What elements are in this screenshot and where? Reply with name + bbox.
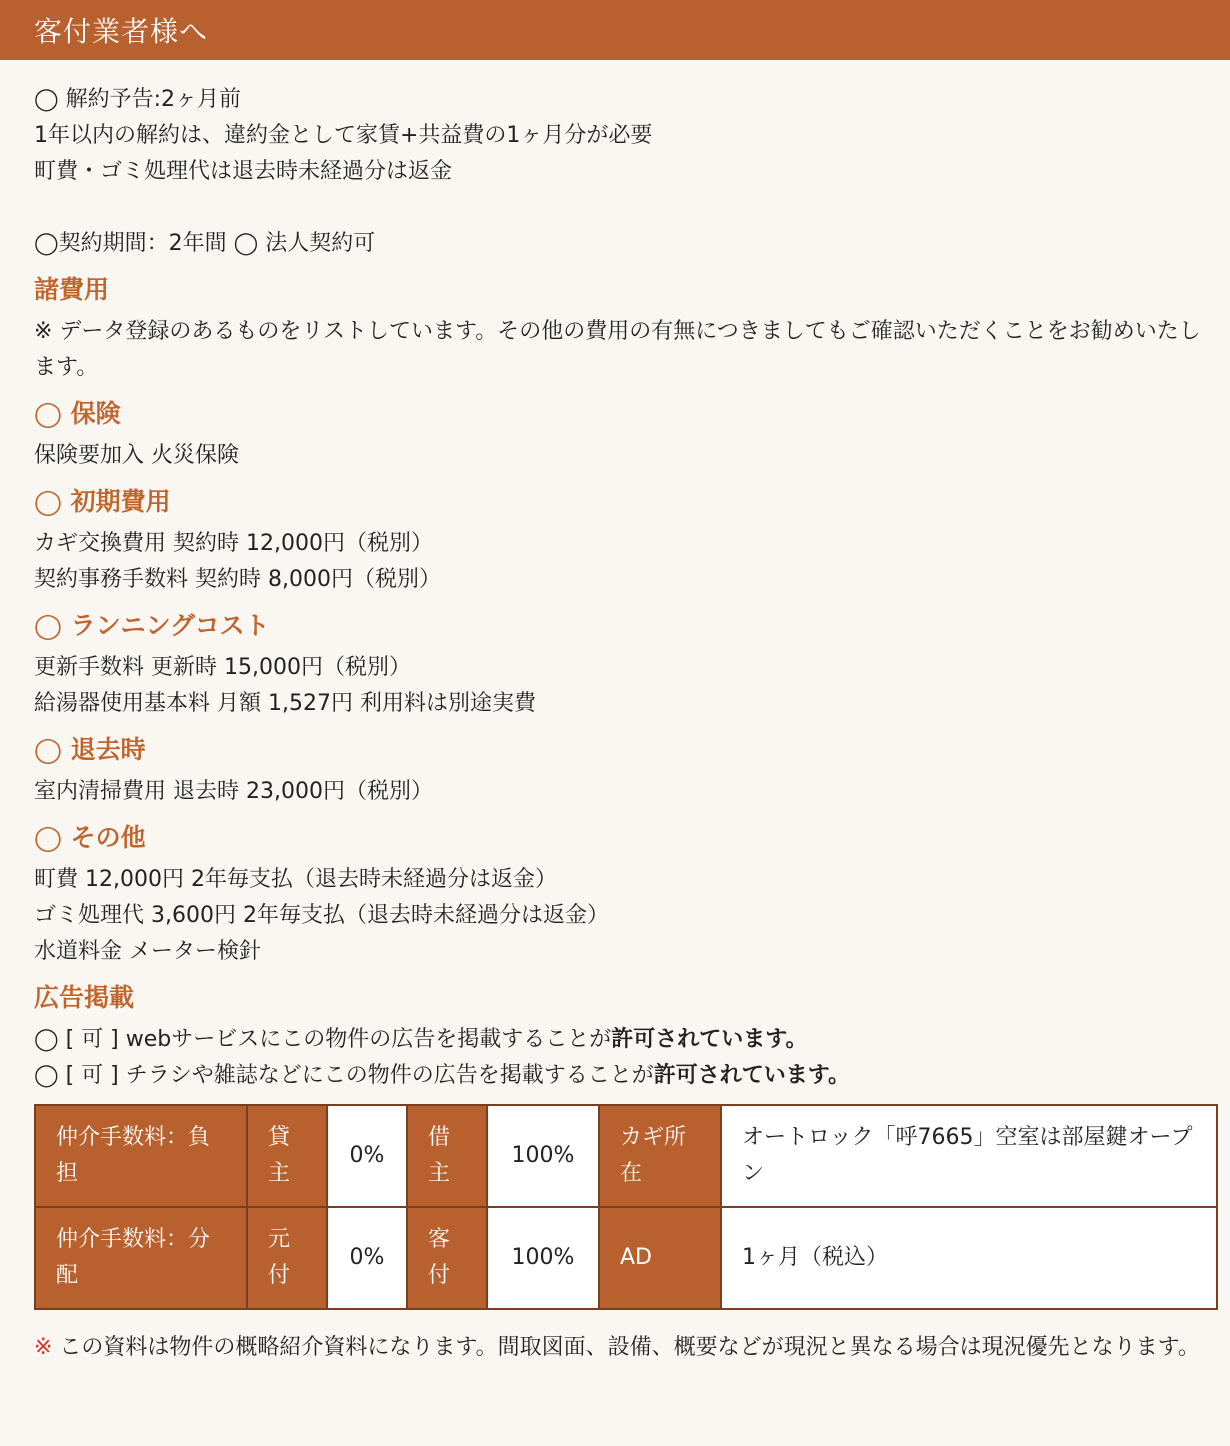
ad-value: 1ヶ月（税込） — [721, 1207, 1217, 1309]
landlord-value: 0% — [327, 1105, 407, 1207]
initial-cost-heading: ◯ 初期費用 — [34, 487, 171, 516]
tenant-agent-label: 客付 — [407, 1207, 487, 1309]
key-location-value: オートロック「呼7665」空室は部屋鍵オープン — [721, 1105, 1217, 1207]
insurance-heading: ◯ 保険 — [34, 399, 121, 428]
other-heading: ◯ その他 — [34, 823, 146, 852]
ads-web-permission: 許可されています。 — [611, 1027, 808, 1052]
main-content — [0, 60, 1230, 1366]
page-title: 客付業者様へ — [34, 15, 209, 48]
insurance-item: 保険要加入 火災保険 — [34, 443, 239, 468]
fees-heading: 諸費用 — [34, 275, 110, 304]
moveout-heading: ◯ 退去時 — [34, 735, 146, 764]
ads-web-line — [34, 1022, 1210, 1058]
ads-heading: 広告掲載 — [34, 983, 135, 1012]
running-cost-item: 給湯器使用基本料 月額 1,527円 利用料は別途実費 — [34, 691, 536, 716]
other-item: ゴミ処理代 3,600円 2年毎支払（退去時未経過分は返金） — [34, 903, 609, 928]
fees-note: ※ データ登録のあるものをリストしています。その他の費用の有無につきましてもご確認いただくことをお勧めいたします。 — [34, 319, 1201, 380]
table-row — [35, 1105, 1217, 1207]
commission-table — [34, 1104, 1218, 1310]
ads-flyer-permission: 許可されています。 — [653, 1063, 851, 1088]
listing-agent-label: 元付 — [247, 1207, 327, 1309]
commission-split-label: 仲介手数料：分配 — [35, 1207, 247, 1309]
tenant-label: 借主 — [407, 1105, 487, 1207]
disclaimer-mark: ※ — [34, 1335, 53, 1360]
running-cost-heading: ◯ ランニングコスト — [34, 611, 270, 640]
other-item: 町費 12,000円 2年毎支払（退去時未経過分は返金） — [34, 867, 557, 892]
listing-agent-value: 0% — [327, 1207, 407, 1309]
penalty-text: 1年以内の解約は、違約金として家賃+共益費の1ヶ月分が必要 — [34, 123, 653, 148]
ads-web-text: ◯ [ 可 ] webサービスにこの物件の広告を掲載することが — [34, 1027, 612, 1052]
other-item: 水道料金 メーター検針 — [34, 939, 261, 964]
spacer — [34, 190, 1210, 226]
disclaimer — [34, 1330, 1210, 1366]
page-header — [0, 0, 1230, 60]
commission-burden-label: 仲介手数料：負担 — [35, 1105, 247, 1207]
moveout-item: 室内清掃費用 退去時 23,000円（税別） — [34, 779, 433, 804]
cancel-notice: ◯ 解約予告:2ヶ月前 — [34, 87, 242, 112]
ads-flyer-line — [34, 1058, 1210, 1094]
disclaimer-text: この資料は物件の概略紹介資料になります。間取図面、設備、概要などが現況と異なる場合は現況優先となります。 — [52, 1335, 1200, 1360]
key-location-label: カギ所在 — [599, 1105, 721, 1207]
tenant-agent-value: 100% — [487, 1207, 599, 1309]
landlord-label: 貸主 — [247, 1105, 327, 1207]
contract-term: ◯契約期間：2年間 ◯ 法人契約可 — [34, 231, 376, 256]
initial-cost-item: カギ交換費用 契約時 12,000円（税別） — [34, 531, 433, 556]
refund-text: 町費・ゴミ処理代は退去時未経過分は返金 — [34, 159, 453, 184]
ad-label: AD — [599, 1207, 721, 1309]
table-row — [35, 1207, 1217, 1309]
tenant-value: 100% — [487, 1105, 599, 1207]
initial-cost-item: 契約事務手数料 契約時 8,000円（税別） — [34, 567, 441, 592]
running-cost-item: 更新手数料 更新時 15,000円（税別） — [34, 655, 411, 680]
ads-flyer-text: ◯ [ 可 ] チラシや雑誌などにこの物件の広告を掲載することが — [34, 1063, 654, 1088]
